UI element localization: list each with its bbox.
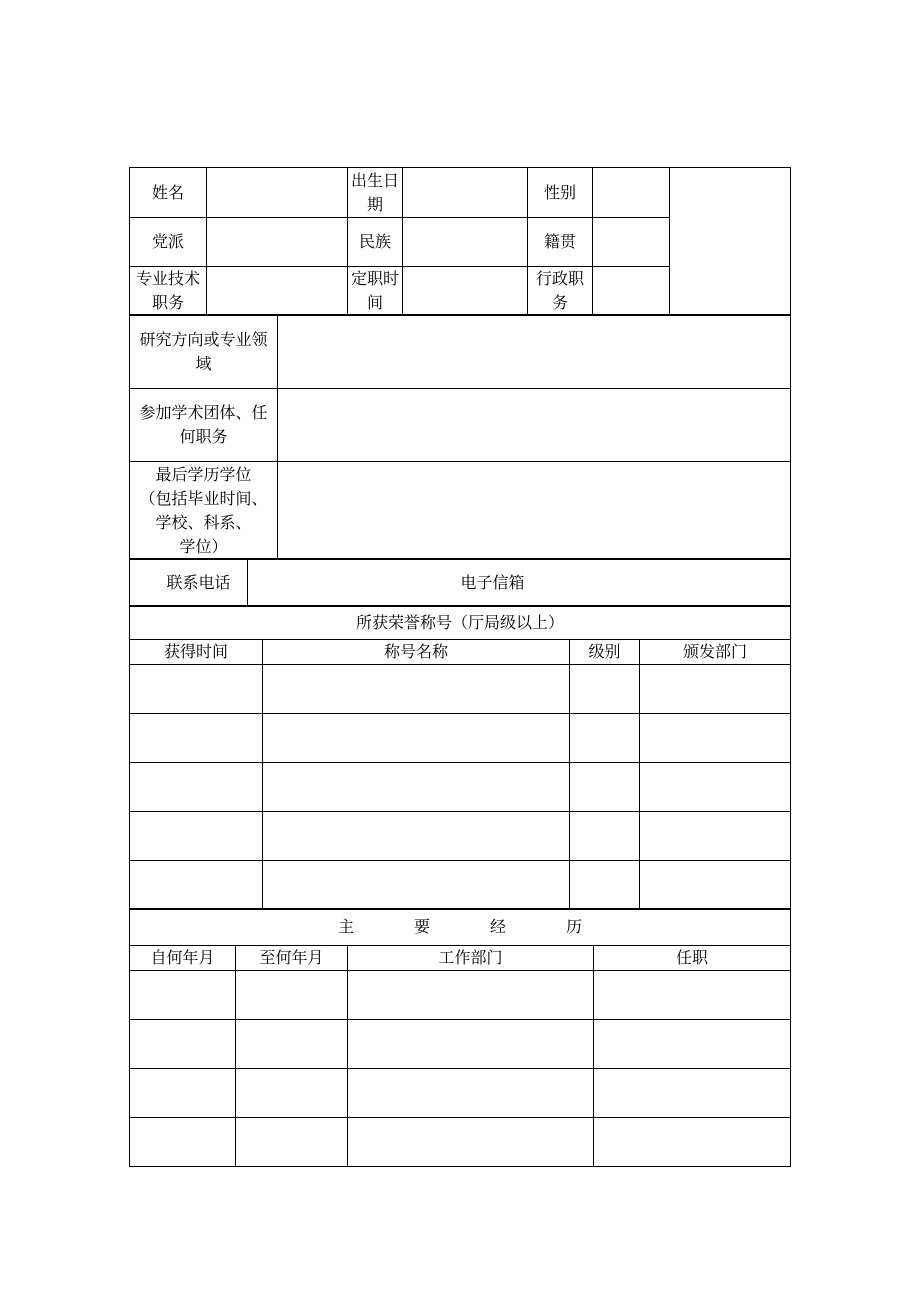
basic-info-section — [129, 167, 790, 316]
table-cell[interactable] — [594, 1118, 791, 1167]
table-cell[interactable] — [594, 1069, 791, 1118]
table-row — [130, 665, 791, 714]
table-row — [130, 1118, 791, 1167]
gender-label: 性别 — [528, 168, 593, 218]
name-field[interactable] — [207, 168, 348, 218]
admin-post-label: 行政职 务 — [528, 267, 593, 316]
table-cell[interactable] — [594, 1020, 791, 1069]
table-row — [130, 812, 791, 861]
education-field[interactable] — [278, 462, 791, 560]
ethnicity-label: 民族 — [348, 218, 403, 267]
table-cell[interactable] — [130, 665, 263, 714]
email-field[interactable] — [558, 559, 791, 607]
title-label: 专业技术 职务 — [130, 267, 207, 316]
career-header-position: 任职 — [594, 946, 791, 971]
table-row — [130, 1020, 791, 1069]
academic-field[interactable] — [278, 389, 791, 462]
table-cell[interactable] — [263, 714, 570, 763]
native-place-field[interactable] — [593, 218, 670, 267]
education-label: 最后学历学位 （包括毕业时间、 学校、科系、 学位） — [130, 462, 278, 560]
honors-header-level: 级别 — [570, 640, 640, 665]
table-cell[interactable] — [263, 763, 570, 812]
title-date-label: 定职时 间 — [348, 267, 403, 316]
research-label: 研究方向或专业领 域 — [130, 315, 278, 389]
table-row — [130, 714, 791, 763]
table-row — [130, 861, 791, 910]
birth-date-label: 出生日 期 — [348, 168, 403, 218]
table-cell[interactable] — [130, 714, 263, 763]
career-header-department: 工作部门 — [348, 946, 594, 971]
career-section — [129, 908, 790, 1167]
table-cell[interactable] — [640, 714, 791, 763]
ethnicity-field[interactable] — [403, 218, 528, 267]
table-cell[interactable] — [640, 812, 791, 861]
gender-field[interactable] — [593, 168, 670, 218]
table-cell[interactable] — [570, 861, 640, 910]
career-header-from: 自何年月 — [130, 946, 236, 971]
table-cell[interactable] — [130, 1020, 236, 1069]
table-cell[interactable] — [570, 665, 640, 714]
birth-date-field[interactable] — [403, 168, 528, 218]
table-cell[interactable] — [130, 971, 236, 1020]
table-cell[interactable] — [263, 861, 570, 910]
phone-field[interactable] — [248, 559, 428, 607]
table-cell[interactable] — [236, 1020, 348, 1069]
table-cell[interactable] — [570, 763, 640, 812]
table-row — [130, 1069, 791, 1118]
table-cell[interactable] — [348, 1020, 594, 1069]
table-cell[interactable] — [263, 812, 570, 861]
table-cell[interactable] — [640, 861, 791, 910]
table-cell[interactable] — [640, 763, 791, 812]
title-date-field[interactable] — [403, 267, 528, 316]
table-cell[interactable] — [130, 1069, 236, 1118]
honors-section — [129, 605, 790, 910]
table-cell[interactable] — [570, 714, 640, 763]
table-cell[interactable] — [594, 971, 791, 1020]
honors-title: 所获荣誉称号（厅局级以上） — [130, 606, 791, 640]
party-label: 党派 — [130, 218, 207, 267]
table-row — [130, 763, 791, 812]
native-place-label: 籍贯 — [528, 218, 593, 267]
table-cell[interactable] — [130, 1118, 236, 1167]
career-header-to: 至何年月 — [236, 946, 348, 971]
table-cell[interactable] — [130, 812, 263, 861]
table-cell[interactable] — [130, 861, 263, 910]
table-cell[interactable] — [236, 1069, 348, 1118]
name-label: 姓名 — [130, 168, 207, 218]
table-cell[interactable] — [236, 971, 348, 1020]
table-cell[interactable] — [348, 971, 594, 1020]
table-cell[interactable] — [640, 665, 791, 714]
academic-label: 参加学术团体、任 何职务 — [130, 389, 278, 462]
phone-label: 联系电话 — [130, 559, 248, 607]
research-field[interactable] — [278, 315, 791, 389]
honors-header-issuer: 颁发部门 — [640, 640, 791, 665]
contact-section — [129, 558, 790, 607]
table-cell[interactable] — [570, 812, 640, 861]
photo-box[interactable] — [670, 168, 791, 316]
table-cell[interactable] — [130, 763, 263, 812]
table-cell[interactable] — [236, 1118, 348, 1167]
honors-header-name: 称号名称 — [263, 640, 570, 665]
honors-header-date: 获得时间 — [130, 640, 263, 665]
table-cell[interactable] — [263, 665, 570, 714]
career-title: 主 要 经 历 — [130, 909, 791, 946]
admin-post-field[interactable] — [593, 267, 670, 316]
table-cell[interactable] — [348, 1069, 594, 1118]
email-label: 电子信箱 — [428, 559, 558, 607]
title-field[interactable] — [207, 267, 348, 316]
profile-section — [129, 314, 790, 560]
table-cell[interactable] — [348, 1118, 594, 1167]
party-field[interactable] — [207, 218, 348, 267]
table-row — [130, 971, 791, 1020]
